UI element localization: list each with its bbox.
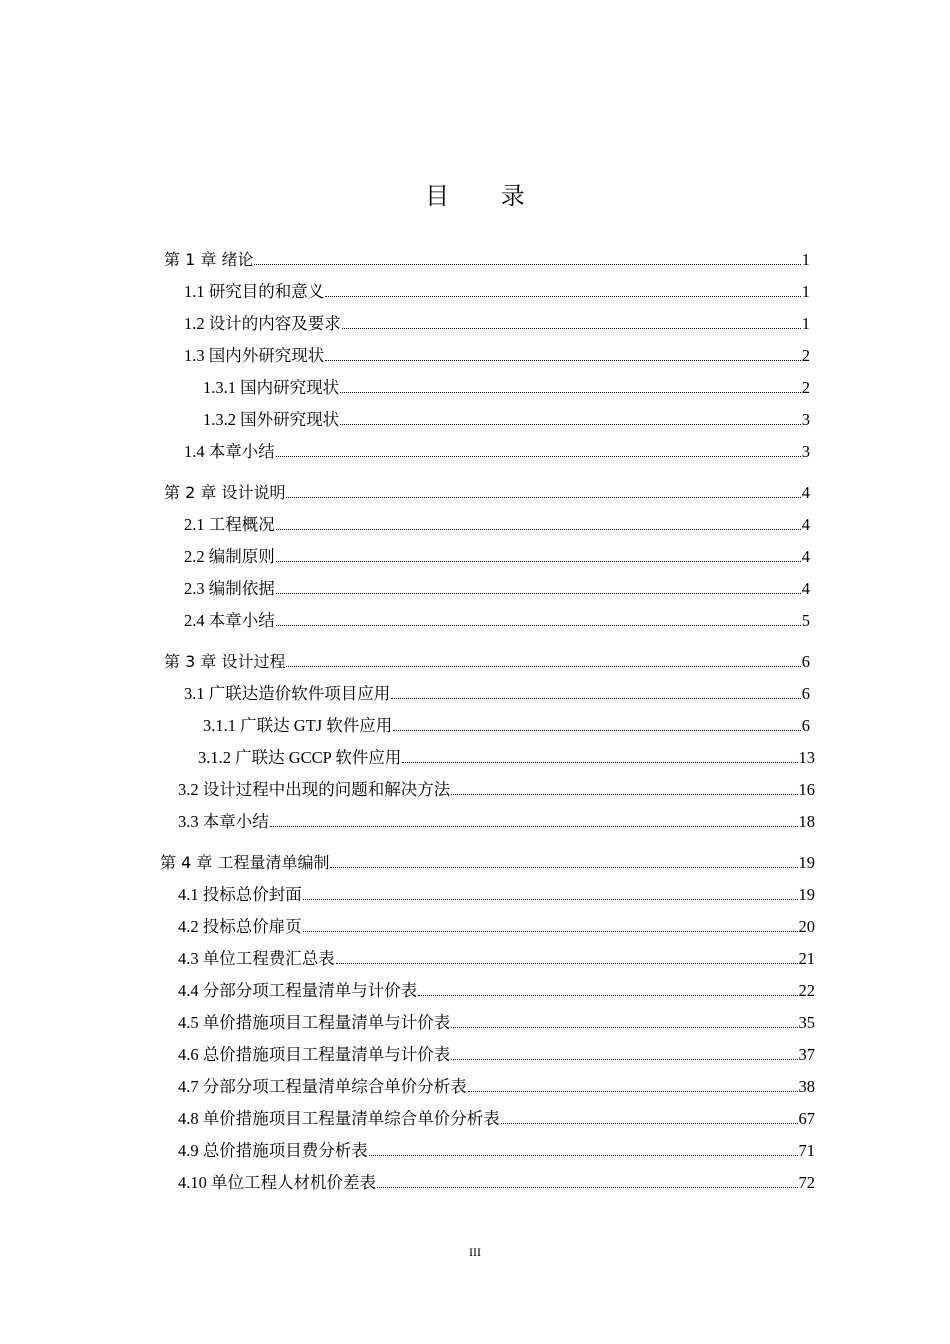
toc-entry[interactable] xyxy=(178,947,815,971)
toc-leader-dots xyxy=(336,949,798,964)
toc-entry-text: 1.1 研究目的和意义 xyxy=(184,282,325,301)
toc-entry[interactable] xyxy=(203,714,810,738)
toc-entry-page: 6 xyxy=(801,716,810,735)
toc-leader-dots xyxy=(286,483,800,498)
toc-entry-text: 2.2 编制原则 xyxy=(184,547,275,566)
toc-entry[interactable] xyxy=(184,577,810,601)
toc-leader-dots xyxy=(340,378,801,393)
page-number-footer: III xyxy=(469,1245,481,1259)
toc-entry-text: 2.1 工程概况 xyxy=(184,515,275,534)
toc-entry[interactable] xyxy=(178,915,815,939)
toc-leader-dots xyxy=(391,684,801,699)
toc-entry[interactable] xyxy=(178,810,815,834)
toc-leader-dots xyxy=(325,282,801,297)
toc-leader-dots xyxy=(468,1077,798,1092)
toc-leader-dots xyxy=(451,1045,797,1060)
toc-entry[interactable] xyxy=(184,280,810,304)
toc-entry-text: 3.1 广联达造价软件项目应用 xyxy=(184,684,391,703)
toc-entry[interactable] xyxy=(178,1011,815,1035)
toc-entry[interactable] xyxy=(203,408,810,432)
toc-entry[interactable] xyxy=(184,344,810,368)
toc-entry-text: 4.4 分部分项工程量清单与计价表 xyxy=(178,981,418,1000)
toc-entry-text: 1.3.1 国内研究现状 xyxy=(203,378,340,397)
toc-leader-dots xyxy=(330,853,797,868)
toc-entry-page: 37 xyxy=(798,1045,815,1064)
toc-entry-page: 16 xyxy=(798,780,815,799)
toc-leader-dots xyxy=(451,780,797,795)
toc-entry-page: 19 xyxy=(798,885,815,904)
toc-entry-page: 3 xyxy=(801,410,810,429)
toc-leader-dots xyxy=(303,885,798,900)
toc-entry-text: 第 3 章 设计过程 xyxy=(164,652,286,671)
toc-entry-text: 4.6 总价措施项目工程量清单与计价表 xyxy=(178,1045,451,1064)
toc-leader-dots xyxy=(276,442,801,457)
toc-leader-dots xyxy=(276,579,801,594)
toc-entry-page: 1 xyxy=(801,282,810,301)
toc-entry-page: 2 xyxy=(801,378,810,397)
toc-leader-dots xyxy=(276,515,801,530)
toc-entry-text: 1.3 国内外研究现状 xyxy=(184,346,325,365)
page-title: 目 录 xyxy=(425,182,547,210)
toc-leader-dots xyxy=(342,314,801,329)
toc-entry-text: 3.3 本章小结 xyxy=(178,812,269,831)
toc-entry-text: 3.1.1 广联达 GTJ 软件应用 xyxy=(203,716,393,735)
toc-entry[interactable] xyxy=(184,312,810,336)
toc-leader-dots xyxy=(286,652,800,667)
toc-entry-page: 6 xyxy=(801,684,810,703)
toc-entry-page: 4 xyxy=(801,547,810,566)
toc-entry-page: 35 xyxy=(798,1013,815,1032)
toc-leader-dots xyxy=(377,1173,798,1188)
toc-entry-page: 67 xyxy=(798,1109,815,1128)
toc-entry-page: 1 xyxy=(801,250,810,269)
toc-leader-dots xyxy=(340,410,801,425)
toc-entry[interactable] xyxy=(178,979,815,1003)
toc-leader-dots xyxy=(254,250,800,265)
toc-entry-text: 2.3 编制依据 xyxy=(184,579,275,598)
toc-entry[interactable] xyxy=(164,248,810,272)
toc-entry[interactable] xyxy=(184,609,810,633)
toc-entry-page: 13 xyxy=(798,748,815,767)
toc-entry-page: 1 xyxy=(801,314,810,333)
toc-entry-page: 21 xyxy=(798,949,815,968)
toc-entry-text: 4.9 总价措施项目费分析表 xyxy=(178,1141,368,1160)
toc-entry[interactable] xyxy=(184,513,810,537)
toc-entry-text: 2.4 本章小结 xyxy=(184,611,275,630)
toc-entry-page: 72 xyxy=(798,1173,815,1192)
toc-entry-text: 1.2 设计的内容及要求 xyxy=(184,314,341,333)
toc-entry-text: 4.2 投标总价扉页 xyxy=(178,917,302,936)
toc-entry[interactable] xyxy=(184,545,810,569)
toc-leader-dots xyxy=(276,547,801,562)
toc-entry-page: 5 xyxy=(801,611,810,630)
toc-leader-dots xyxy=(418,981,797,996)
toc-entry[interactable] xyxy=(164,481,810,505)
toc-entry-text: 1.4 本章小结 xyxy=(184,442,275,461)
toc-entry-page: 3 xyxy=(801,442,810,461)
toc-entry-page: 4 xyxy=(801,483,810,502)
toc-leader-dots xyxy=(451,1013,797,1028)
toc-leader-dots xyxy=(501,1109,798,1124)
toc-entry-text: 4.7 分部分项工程量清单综合单价分析表 xyxy=(178,1077,467,1096)
toc-entry-text: 4.8 单价措施项目工程量清单综合单价分析表 xyxy=(178,1109,500,1128)
toc-entry[interactable] xyxy=(178,1139,815,1163)
toc-leader-dots xyxy=(325,346,801,361)
toc-entry[interactable] xyxy=(178,1171,815,1195)
toc-entry-text: 第 1 章 绪论 xyxy=(164,250,254,269)
toc-entry-text: 4.10 单位工程人材机价差表 xyxy=(178,1173,376,1192)
toc-entry-page: 22 xyxy=(798,981,815,1000)
toc-entry-page: 19 xyxy=(798,853,815,872)
toc-leader-dots xyxy=(402,748,797,763)
toc-entry[interactable] xyxy=(203,376,810,400)
toc-entry-text: 第 4 章 工程量清单编制 xyxy=(160,853,330,872)
toc-entry-page: 71 xyxy=(798,1141,815,1160)
toc-entry[interactable] xyxy=(160,851,815,875)
toc-entry[interactable] xyxy=(178,1075,815,1099)
toc-entry-page: 4 xyxy=(801,515,810,534)
toc-entry[interactable] xyxy=(178,1043,815,1067)
toc-entry-text: 4.1 投标总价封面 xyxy=(178,885,302,904)
toc-entry[interactable] xyxy=(184,440,810,464)
toc-entry-text: 4.5 单价措施项目工程量清单与计价表 xyxy=(178,1013,451,1032)
toc-entry-page: 2 xyxy=(801,346,810,365)
toc-leader-dots xyxy=(270,812,798,827)
toc-entry[interactable] xyxy=(198,746,815,770)
toc-leader-dots xyxy=(369,1141,798,1156)
toc-leader-dots xyxy=(276,611,801,626)
toc-entry[interactable] xyxy=(178,778,815,802)
toc-entry-page: 6 xyxy=(801,652,810,671)
toc-entry-page: 38 xyxy=(798,1077,815,1096)
toc-entry-text: 1.3.2 国外研究现状 xyxy=(203,410,340,429)
toc-entry-text: 3.1.2 广联达 GCCP 软件应用 xyxy=(198,748,402,767)
toc-entry[interactable] xyxy=(164,650,810,674)
toc-entry-page: 20 xyxy=(798,917,815,936)
toc-leader-dots xyxy=(393,716,800,731)
toc-leader-dots xyxy=(303,917,798,932)
toc-entry-text: 3.2 设计过程中出现的问题和解决方法 xyxy=(178,780,451,799)
toc-entry-page: 18 xyxy=(798,812,815,831)
toc-entry[interactable] xyxy=(178,1107,815,1131)
toc-entry-page: 4 xyxy=(801,579,810,598)
toc-entry[interactable] xyxy=(184,682,810,706)
toc-entry-text: 4.3 单位工程费汇总表 xyxy=(178,949,335,968)
toc-entry[interactable] xyxy=(178,883,815,907)
toc-entry-text: 第 2 章 设计说明 xyxy=(164,483,286,502)
